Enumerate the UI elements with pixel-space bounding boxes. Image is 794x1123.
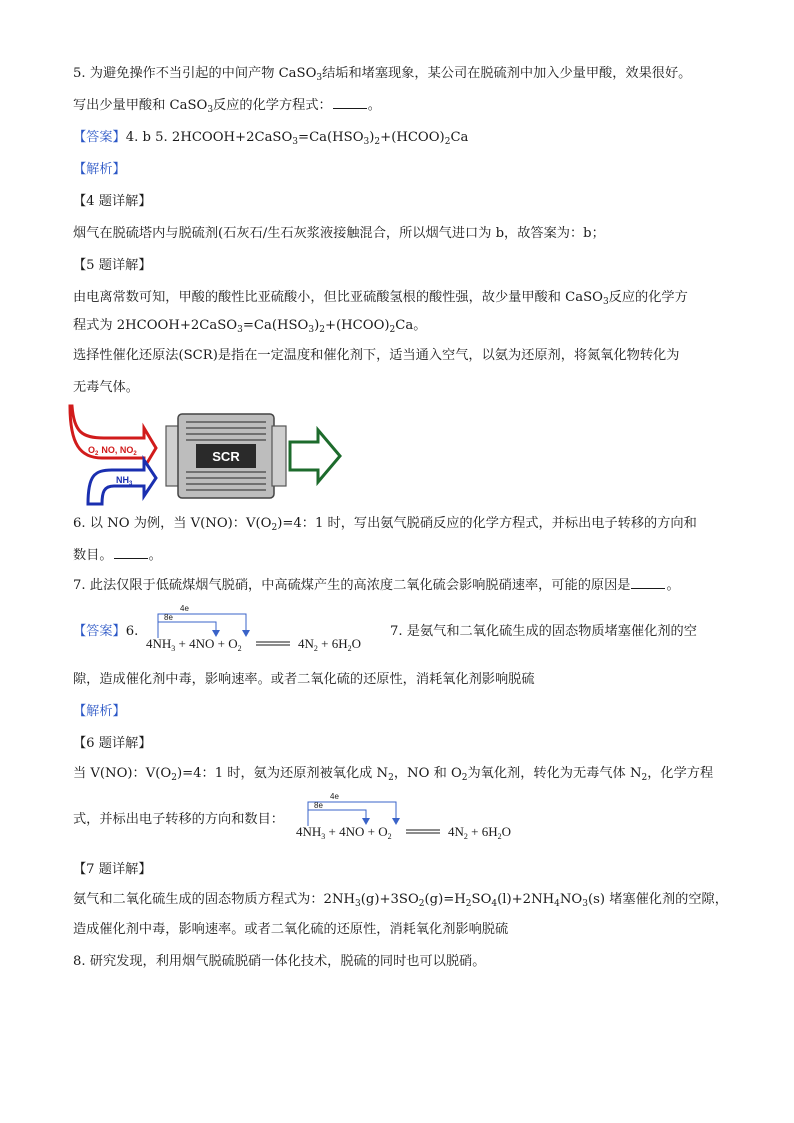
question-8: 8. 研究发现，利用烟气脱硫脱硝一体化技术，脱硫的同时也可以脱硝。 (73, 954, 486, 969)
svg-text:4NH3 + 4NO + O2: $4NH_3 + 4NO + O_2$ (146, 636, 242, 653)
answer-block-2-label: 【答案】6. (73, 624, 139, 639)
svg-text:4NH3 + 4NO + O2: $4NH_3 + 4NO + O_2$ (296, 824, 392, 841)
analysis-heading-2: 【解析】 (73, 704, 126, 719)
svg-text:8e: 8e (314, 801, 323, 810)
detail-5-line-1: 由电离常数可知，甲酸的酸性比亚硫酸小，但比亚硫酸氢根的酸性强，故少量甲酸和 CaSO$_3$反应的化学方 (73, 290, 688, 307)
detail-5-line-2: 程式为 $2HCOOH+2CaSO_3=Ca(HSO_3)_2+(HCOO)_2Ca$。 (73, 318, 427, 335)
answer-7-line-2: 隙，造成催化剂中毒，影响速率。或者二氧化硫的还原性，消耗氧化剂影响脱硫 (73, 672, 535, 687)
svg-text:4e: 4e (180, 604, 189, 613)
detail-7-line-2: 造成催化剂中毒，影响速率。或者二氧化硫的还原性，消耗氧化剂影响脱硫 (73, 922, 509, 937)
scr-intro-line-1: 选择性催化还原法(SCR)是指在一定温度和催化剂下，适当通入空气，以氨为还原剂，将氮氧化物转化为 (73, 348, 680, 363)
detail-5-title: 【5 题详解】 (73, 258, 152, 273)
question-5-line-2: 写出少量甲酸和 CaSO$_3$反应的化学方程式： 。 (73, 98, 381, 115)
answer-7-line-1: 7. 是氨气和二氧化硫生成的固态物质堵塞催化剂的空 (390, 624, 697, 639)
answer-blank (631, 576, 665, 589)
detail-6-line-1: 当 V(NO)：$V(O_2)=4$：1 时，氨为还原剂被氧化成 $N_2$，NO 和 $O_2$为氧化剂，转化为无毒气体 $N_2$，化学方程 (73, 766, 714, 783)
scr-reactor-icon (166, 414, 286, 498)
scr-process-diagram (68, 404, 348, 506)
svg-text:8e: 8e (164, 613, 173, 622)
svg-text:4N2 + 6H2O: $4N_2 + 6H_2O$ (298, 636, 362, 653)
svg-text:O2NO, NO2: $O_2$ NO, $NO_2$ (88, 445, 137, 457)
electron-transfer-equation-1 (146, 602, 392, 654)
question-6-line-1: 6. 以 NO 为例，当 V(NO)：$V(O_2)=4$：1 时，写出氨气脱硝反应的化学方程式，并标出电子转移的方向和 (73, 516, 697, 533)
detail-4-title: 【4 题详解】 (73, 194, 152, 209)
detail-7-title: 【7 题详解】 (73, 862, 152, 877)
answer-blank (333, 96, 367, 109)
svg-text:4N2 + 6H2O: $4N_2 + 6H_2O$ (448, 824, 512, 841)
svg-text:NH3: $NH_3$ (116, 475, 133, 487)
svg-text:4e: 4e (330, 792, 339, 801)
detail-4-text: 烟气在脱硫塔内与脱硫剂(石灰石/生石灰浆液接触混合，所以烟气进口为 b，故答案为：b； (73, 226, 605, 241)
answer-blank (114, 546, 148, 559)
question-5-line-1: 5. 为避免操作不当引起的中间产物 CaSO$_3$结垢和堵塞现象，某公司在脱硫剂中加入少量甲酸，效果很好。 (73, 66, 692, 83)
detail-7-line-1: 氨气和二氧化硫生成的固态物质方程式为：$2NH_3(g)+3SO_2(g)=H_2SO_4(l)+2NH_4NO_3(s)$ 堵塞催化剂的空隙， (73, 892, 728, 909)
electron-transfer-equation-2 (296, 790, 542, 842)
detail-6-title: 【6 题详解】 (73, 736, 152, 751)
answer-block-1: 【答案】4. b 5. $2HCOOH+2CaSO_3=Ca(HSO_3)_2+(HCOO)_2Ca$ (73, 130, 469, 147)
question-7: 7. 此法仅限于低硫煤烟气脱硝，中高硫煤产生的高浓度二氧化硫会影响脱硝速率，可能的原因是 。 (73, 578, 680, 593)
scr-intro-line-2: 无毒气体。 (73, 380, 139, 395)
svg-text:SCR: SCR (212, 449, 240, 464)
question-6-line-2: 数目。 。 (73, 548, 162, 563)
detail-6-line-2: 式，并标出电子转移的方向和数目： (73, 812, 284, 827)
analysis-heading-1: 【解析】 (73, 162, 126, 177)
clean-gas-outlet-arrow (290, 430, 340, 482)
